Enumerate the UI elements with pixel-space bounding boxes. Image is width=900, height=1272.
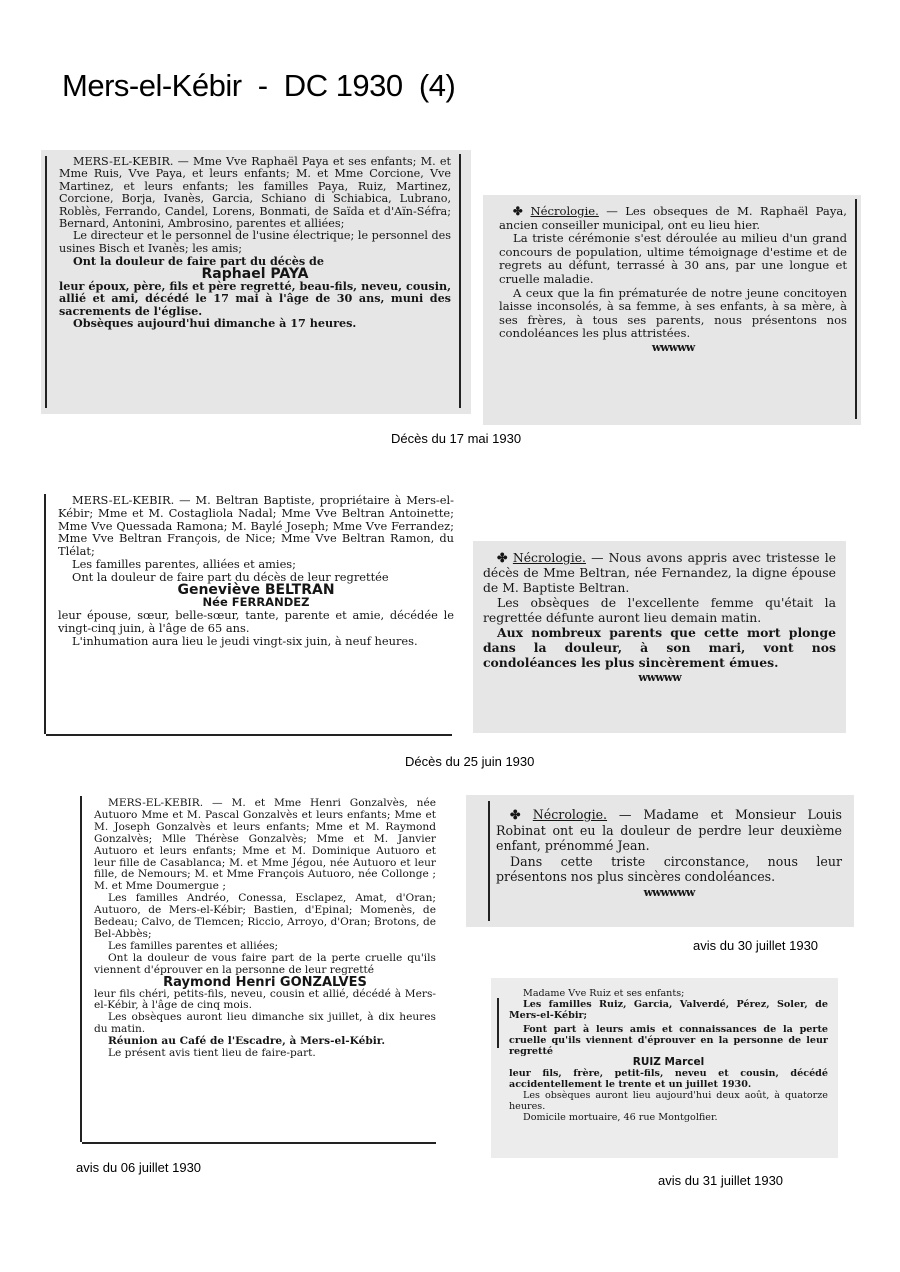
clipping-beltran-avis [40,488,462,740]
caption: Décès du 17 mai 1930 [391,431,522,446]
maiden-name: Née FERRANDEZ [202,595,310,610]
clipping-text: Les familles Andréo, Conessa, Esclapez, Amat, d'Oran; Autuoro, de Mers-el-Kébir; Bastien, d'Epinal; Momenès, de Bedeau; Calvo, de Tlemcen; Riccio, Arroyo, d'Oran; Brotons, de Bel-Abbès; [94,892,436,940]
clipping-text: Aux nombreux parents que cette mort plonge dans la douleur, à son mari, vont nos condoléances les plus sincèrement émues. [483,625,836,670]
caption: avis du 31 juillet 1930 [658,1173,784,1188]
clipping-text: Les familles parentes, alliées et amies; [72,556,296,571]
clipping-text: Les familles parentes et alliées; [108,939,279,952]
clipping-text: Les obsèques auront lieu dimanche six juillet, à dix heures du matin. [94,1011,436,1036]
clipping-text: Les obsèques auront lieu aujourd'hui deux août, à quatorze heures. [509,1090,828,1112]
clipping-lead: ✤ [513,204,531,218]
clipping-paya-avis [41,150,471,414]
clipping-gonzalves-avis [76,790,446,1148]
clipping-paya-necrologie [483,195,861,425]
clipping-text: Réunion au Café de l'Escadre, à Mers-el-Kébir. [108,1035,386,1048]
ornament: wwwwww [643,885,695,899]
clipping-text: Domicile mortuaire, 46 rue Montgolfier. [523,1112,718,1123]
ornament: wwwww [651,340,695,354]
clipping-text: A ceux que la fin prématurée de notre jeune concitoyen laisse inconsolés, à sa femme, à ses enfants, à sa mère, à ses frères, à tous ses parents, nous présentons nos condoléances les plus attristées. [499,285,847,341]
clipping-text: — Nous avons appris avec tristesse le décès de Mme Beltran, née Fernandez, la digne épouse de M. Baptiste Beltran. [483,550,836,595]
clipping-text: L'inhumation aura lieu le jeudi vingt-six juin, à neuf heures. [72,633,418,648]
deceased-name: Raymond Henri GONZALVES [163,974,367,990]
clipping-text: leur fils chéri, petits-fils, neveu, cousin et allié, décédé à Mers-el-Kébir, à l'âge de cinq mois. [94,987,436,1012]
clipping-text: Le présent avis tient lieu de faire-part. [108,1047,316,1060]
deceased-name: Raphael PAYA [201,265,309,282]
clipping-text: Le directeur et le personnel de l'usine électrique; le personnel des usines Bisch et Ivanès; les amis; [59,229,451,255]
clipping-text: La triste cérémonie s'est déroulée au milieu d'un grand concours de population, ultime témoignage d'estime et de regrets au défunt, terrassé à 30 ans, par une longue et cruelle maladie. [499,231,847,286]
page-title: Mers-el-Kébir - DC 1930 (4) [62,68,456,103]
clipping-text: leur épouse, sœur, belle-sœur, tante, parente et amie, décédée le vingt-cinq juin, à l'âge de 65 ans. [58,608,454,635]
ornament: wwwww [638,671,681,684]
clipping-text: Les obsèques de l'excellente femme qu'était la regrettée défunte auront lieu demain matin. [483,595,836,625]
clipping-text: — Les obseques de M. Raphaël Paya, ancien conseiller municipal, ont eu lieu hier. [499,204,847,232]
clipping-lead: ✤ [497,550,513,565]
caption: avis du 30 juillet 1930 [693,938,819,953]
clipping-robinat-necrologie [466,795,854,927]
clipping-text: MERS-EL-KEBIR. — M. Beltran Baptiste, propriétaire à Mers-el-Kébir; Mme et M. Costagliola Nadal; Mme Vve Beltran Antoinette; Mme Vve Quessada Ramona; M. Baylé Joseph; Mme Vve Ferrandez; Mme Vve Beltran François, de Nice; Mme Vve Beltran Ramon, du Tlélat; [58,493,454,559]
deceased-name: Geneviève BELTRAN [177,581,335,598]
deceased-name: RUIZ Marcel [632,1056,705,1068]
clipping-text: MERS-EL-KEBIR. — M. et Mme Henri Gonzalvès, née Autuoro Mme et M. Pascal Gonzalvès et leurs enfants; Mme et M. Joseph Gonzalvès et leurs enfants; Mme et M. Raymond Gonzalvès; Mlle Thérèse Gonzalvès; Mme et M. Janvier Autuoro et leurs enfants; Mme et M. Dominique Autuoro et leur fille de Casablanca; M. et Mme Jégou, née Autuoro et leur fille, de Nemours; M. et Mme François Autuoro, née Collonge ; M. et Mme Doumergue ; [94,797,436,893]
clipping-text: Ont la douleur de vous faire part de la perte cruelle qu'ils viennent d'éprouver en la personne de leur regretté [94,951,436,976]
clipping-text: Dans cette triste circonstance, nous leur présentons nos plus sincères condoléances. [496,853,842,884]
caption: Décès du 25 juin 1930 [405,754,535,769]
clipping-text: — Madame et Monsieur Louis Robinat ont eu la douleur de perdre leur deuxième enfant, prénommé Jean. [496,807,842,853]
clipping-lead: Nécrologie. [530,204,599,218]
caption: avis du 06 juillet 1930 [76,1160,202,1175]
clipping-text: leur fils, frère, petit-fils, neveu et cousin, décédé accidentellement le trente et un juillet 1930. [509,1068,828,1090]
clipping-text: MERS-EL-KEBIR. — Mme Vve Raphaël Paya et ses enfants; M. et Mme Ruis, Vve Paya, et leurs enfants; M. et Mme Corcione, Vve Martinez, et leurs enfants; les familles Paya, Ruiz, Martinez, Corcione, Borja, Ivanès, Garcia, Schiano di Schiabica, Lubrano, Roblès, Ferrando, Candel, Lorens, Bonmati, de Saïda et d'Aïn-Séfra; Bernard, Antonini, Ambrosino, parentes et alliées; [59,155,451,231]
clipping-ruiz-avis [491,978,838,1158]
clipping-text: Font part à leurs amis et connaissances de la perte cruelle qu'ils viennent d'éprouver en la personne de leur regretté [509,1024,828,1057]
clipping-beltran-necrologie [473,541,846,733]
clipping-lead: Nécrologie. [512,550,586,565]
clipping-text: Madame Vve Ruiz et ses enfants; [523,988,685,999]
clipping-lead: Nécrologie. [532,807,608,822]
clipping-text: Obsèques aujourd'hui dimanche à 17 heures. [73,316,357,331]
clipping-text: Ont la douleur de faire part du décès de leur regrettée [72,569,389,584]
clipping-text: Les familles Ruiz, Garcia, Valverdé, Pérez, Soler, de Mers-el-Kébir; [509,999,828,1021]
clipping-lead: ✤ [510,807,533,822]
clipping-text: leur époux, père, fils et père regretté, beau-fils, neveu, cousin, allié et ami, décédé le 17 mai à l'âge de 30 ans, muni des sacrements de l'église. [59,279,451,318]
clipping-text: Ont la douleur de faire part du décès de [73,254,324,269]
